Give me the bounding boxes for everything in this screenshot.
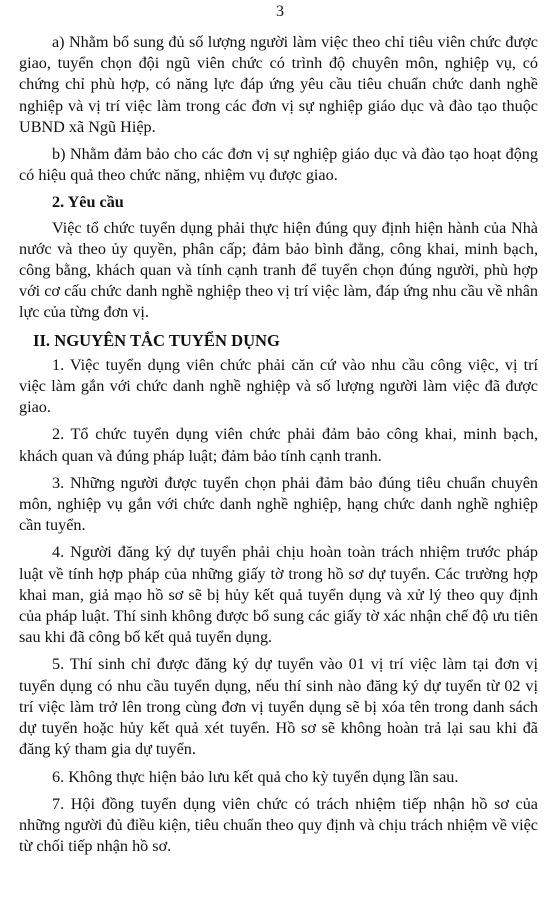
paragraph-principle-7: 7. Hội đồng tuyển dụng viên chức có trách nhiệm tiếp nhận hồ sơ của những người đủ điều kiện, tiêu chuẩn theo quy định và chịu trách nhiệm về việc từ chối tiếp nhận hồ sơ. <box>19 794 538 856</box>
paragraph-requirements: Việc tổ chức tuyển dụng phải thực hiện đúng quy định hiện hành của Nhà nước và theo ủy quyền, phân cấp; đảm bảo bình đẳng, công khai, minh bạch, công bằng, khách quan và tính cạnh tranh để tuyển chọn đúng người, phù hợp với cơ cấu chức danh nghề nghiệp theo vị trí việc làm, đáp ứng nhu cầu về nhân lực của từng đơn vị. <box>19 218 538 322</box>
paragraph-principle-6: 6. Không thực hiện bảo lưu kết quả cho kỳ tuyển dụng lần sau. <box>52 767 459 786</box>
paragraph-1a-purpose: a) Nhằm bổ sung đủ số lượng người làm việc theo chỉ tiêu viên chức được giao, tuyển chọn đội ngũ viên chức có trình độ chuyên môn, nghiệp vụ, có chứng chỉ phù hợp, có năng lực đáp ứng yêu cầu tiêu chuẩn chức danh nghề nghiệp và vị trí việc làm trong các đơn vị sự nghiệp giáo dục và đào tạo thuộc UBND xã Ngũ Hiệp. <box>19 33 538 136</box>
paragraph-principle-5: 5. Thí sinh chỉ được đăng ký dự tuyển vào 01 vị trí việc làm tại đơn vị tuyển dụng có nhu cầu tuyển dụng, nếu thí sinh nào đăng ký dự tuyển từ 02 vị trí việc làm trở lên trong cùng đơn vị tuyển dụng sẽ bị xóa tên trong danh sách dự tuyển hoặc hủy kết quả xét tuyển. Hồ sơ sẽ không hoàn trả lại sau khi đã đăng ký tham gia dự tuyển. <box>19 655 538 759</box>
paragraph-principle-2: 2. Tổ chức tuyển dụng viên chức phải đảm bảo công khai, minh bạch, khách quan và đúng pháp luật; đảm bảo tính cạnh tranh. <box>19 425 538 465</box>
paragraph-principle-4: 4. Người đăng ký dự tuyển phải chịu hoàn toàn trách nhiệm trước pháp luật về tính hợp pháp của những giấy tờ trong hồ sơ dự tuyển. Các trường hợp khai man, giả mạo hồ sơ sẽ bị hủy kết quả tuyển dụng và xử lý theo quy định của pháp luật. Thí sinh không được bổ sung các giấy tờ xác nhận chế độ ưu tiên sau khi đã công bố kết quả tuyển dụng. <box>19 543 538 647</box>
document-body <box>19 32 538 863</box>
paragraph-principle-3: 3. Những người được tuyển chọn phải đảm bảo đúng tiêu chuẩn chuyên môn, nghiệp vụ gắn với chức danh nghề nghiệp, hạng chức danh nghề nghiệp cần tuyển. <box>19 473 538 535</box>
section-heading-principles: II. NGUYÊN TẮC TUYỂN DỤNG <box>33 330 280 350</box>
section-heading-requirements: 2. Yêu cầu <box>52 193 124 212</box>
paragraph-principle-1: 1. Việc tuyển dụng viên chức phải căn cứ vào nhu cầu công việc, vị trí việc làm gắn với chức danh nghề nghiệp và số lượng người làm việc đã được giao. <box>19 355 538 417</box>
page-number: 3 <box>276 3 284 20</box>
paragraph-1b-purpose: b) Nhằm đảm bảo cho các đơn vị sự nghiệp giáo dục và đào tạo hoạt động có hiệu quả theo chức năng, nhiệm vụ được giao. <box>19 145 538 185</box>
